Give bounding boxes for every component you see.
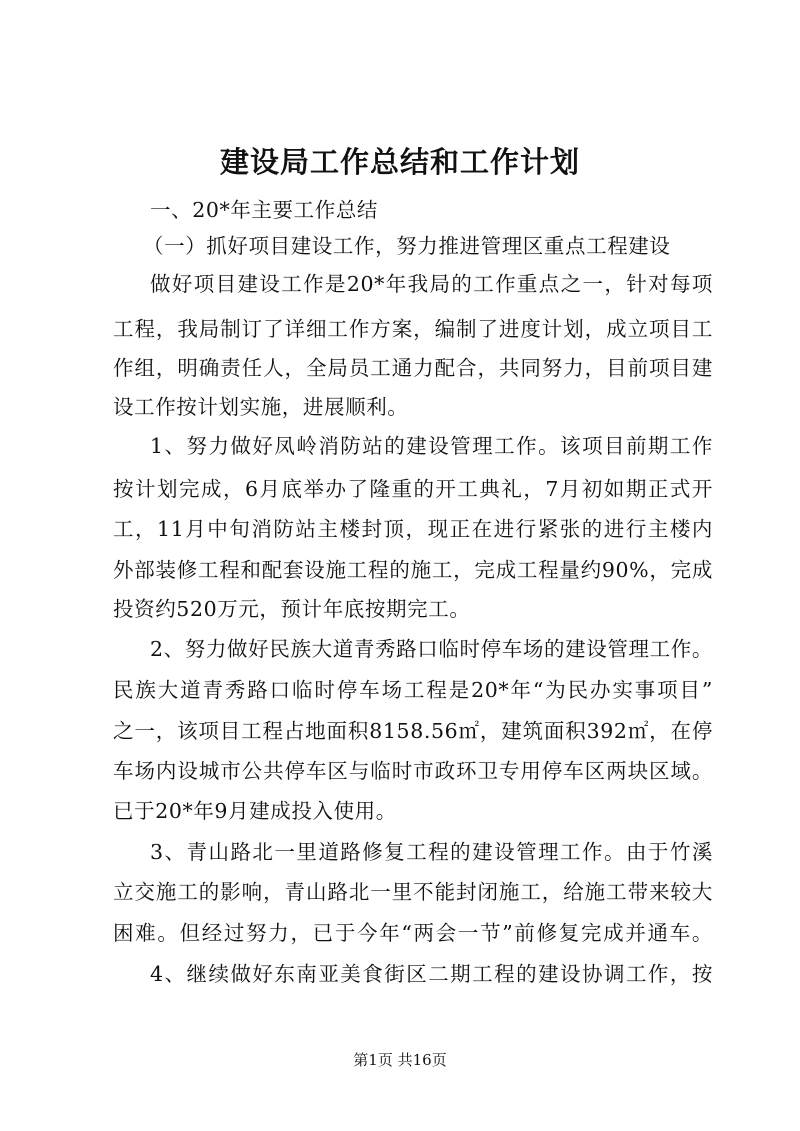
paragraph-line: 设工作按计划实施，进展顺利。	[113, 395, 409, 419]
section-heading: 一、20*年主要工作总结	[150, 198, 379, 222]
paragraph-line: 之一，该项目工程占地面积8158.56㎡，建筑面积392㎡，在停	[113, 719, 713, 743]
paragraph-line: 投资约520万元，预计年底按期完工。	[113, 597, 471, 621]
paragraph-line: 做好项目建设工作是20*年我局的工作重点之一，针对每项	[150, 272, 713, 296]
page-number: 第1页 共16页	[353, 1051, 447, 1069]
paragraph-line: 4、继续做好东南亚美食街区二期工程的建设协调工作，按	[150, 962, 713, 986]
paragraph-line: 作组，明确责任人，全局员工通力配合，共同努力，目前项目建	[113, 356, 713, 380]
paragraph-line: 工程，我局制订了详细工作方案，编制了进度计划，成立项目工	[113, 317, 713, 341]
paragraph-line: 立交施工的影响，青山路北一里不能封闭施工，给施工带来较大	[113, 880, 713, 904]
paragraph-line: 2、努力做好民族大道青秀路口临时停车场的建设管理工作。	[150, 637, 713, 661]
paragraph-line: 车场内设城市公共停车区与临时市政环卫专用停车区两块区域。	[113, 759, 713, 783]
paragraph-line: 民族大道青秀路口临时停车场工程是20*年“为民办实事项目”	[113, 678, 713, 702]
paragraph-line: 按计划完成，6月底举办了隆重的开工典礼，7月初如期正式开	[113, 477, 713, 501]
paragraph-line: 已于20*年9月建成投入使用。	[113, 799, 397, 823]
paragraph-line: 外部装修工程和配套设施工程的施工，完成工程量约90%，完成	[113, 558, 713, 582]
paragraph-line: 1、努力做好凤岭消防站的建设管理工作。该项目前期工作	[150, 434, 713, 458]
paragraph-line: 工，11月中旬消防站主楼封顶，现正在进行紧张的进行主楼内	[113, 517, 713, 541]
paragraph-line: 3、青山路北一里道路修复工程的建设管理工作。由于竹溪	[150, 840, 713, 864]
document-title: 建设局工作总结和工作计划	[219, 145, 580, 179]
subsection-heading: （一）抓好项目建设工作，努力推进管理区重点工程建设	[143, 234, 671, 258]
paragraph-line: 困难。但经过努力，已于今年“两会一节”前修复完成并通车。	[113, 921, 713, 945]
